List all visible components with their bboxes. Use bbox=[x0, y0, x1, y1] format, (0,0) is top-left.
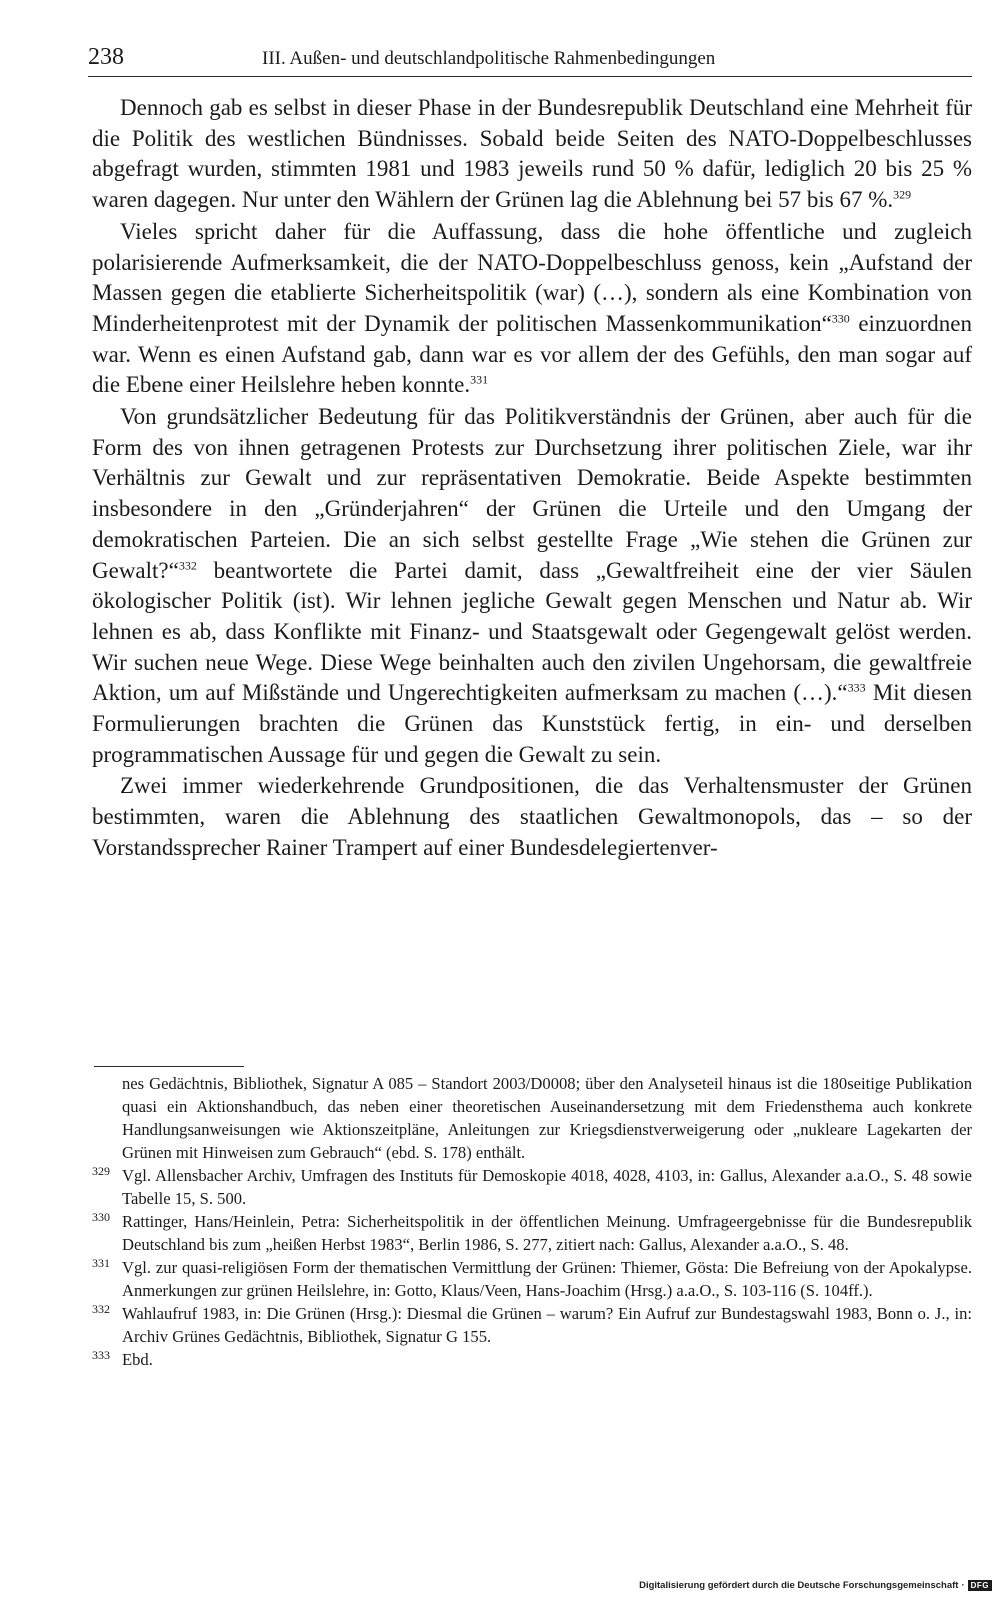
footnotes bbox=[92, 1072, 972, 1371]
dfg-logo-icon: DFG bbox=[968, 1580, 992, 1591]
footnote-332 bbox=[92, 1302, 972, 1348]
paragraph-4 bbox=[92, 771, 972, 863]
footnote-text: Vgl. zur quasi-religiösen Form der thematischen Vermittlung der Grünen: Thiemer, Gösta: Die Befreiung von der Apokalypse. Anmerkungen zur grünen Heilslehre, in: Gotto, Klaus/Veen, Hans-Joachim (Hrsg.) a.a.O., S. 103-116 (S. 104ff.). bbox=[122, 1258, 972, 1300]
footnote-divider bbox=[94, 1066, 244, 1067]
footnote-330 bbox=[92, 1210, 972, 1256]
credit-separator: · bbox=[961, 1580, 965, 1591]
footnote-ref-331: 331 bbox=[470, 372, 489, 387]
footnote-number: 333 bbox=[92, 1348, 110, 1362]
footnote-331 bbox=[92, 1256, 972, 1302]
footnote-ref-332: 332 bbox=[178, 557, 197, 572]
paragraph-text: beantwortete die Partei damit, dass „Gewaltfreiheit eine der vier Säulen ökologischer Politik (ist). Wir lehnen jegliche Gewalt gegen Menschen und Natur ab. Wir lehnen es ab, dass Konflikte mit Finanz- und Staatsgewalt oder Gegengewalt gelöst werden. Wir suchen neue Wege. Diese Wege beinhalten auch den zivilen Ungehorsam, die gewaltfreie Aktion, um auf Mißstände und Ungerechtigkeiten aufmerksam zu machen (…).“ bbox=[92, 557, 972, 706]
footnote-ref-330: 330 bbox=[831, 311, 850, 326]
paragraph-2 bbox=[92, 217, 972, 401]
paragraph-text: Zwei immer wiederkehrende Grundpositionen, die das Verhaltensmuster der Grünen bestimmten, waren die Ablehnung des staatlichen Gewaltmonopols, das – so der Vorstandssprecher Rainer Trampert auf einer Bundesdelegiertenver- bbox=[92, 773, 972, 860]
footnote-number: 331 bbox=[92, 1256, 110, 1270]
footnote-333 bbox=[92, 1348, 972, 1371]
footnote-number: 329 bbox=[92, 1164, 110, 1178]
footnote-text: Wahlaufruf 1983, in: Die Grünen (Hrsg.): Diesmal die Grünen – warum? Ein Aufruf zur Bundestagswahl 1983, Bonn o. J., in: Archiv Grünes Gedächtnis, Bibliothek, Signatur G 155. bbox=[122, 1304, 972, 1346]
paragraph-text: Mit diesen Formulierungen brachten die Grünen das Kunststück fertig, in ein- und derselben programmatischen Aussage für und gegen die Gewalt zu sein. bbox=[92, 680, 973, 767]
paragraph-1 bbox=[92, 93, 972, 216]
paragraph-text: Vieles spricht daher für die Auffassung, dass die hohe öffentliche und zugleich polarisierende Aufmerksamkeit, die der NATO-Doppelbeschluss genoss, kein „Aufstand der Massen gegen die etablierte Sicherheitspolitik (war) (…), sondern als eine Kombination von Minderheitenprotest mit der Dynamik der politischen Massenkommunikation“ bbox=[92, 218, 972, 336]
footnote-text: nes Gedächtnis, Bibliothek, Signatur A 085 – Standort 2003/D0008; über den Analyseteil hinaus ist die 180seitige Publikation quasi ein Aktionshandbuch, das neben einer theoretischen Auseinandersetzung mit dem Friedensthema auch konkrete Handlungsanweisungen wie Aktionszeitpläne, Anleitungen zur Kriegsdienstverweigerung oder „nukleare Lagekarten der Grünen mit Hinweisen zum Gebrauch“ (ebd. S. 178) enthält. bbox=[122, 1074, 972, 1162]
running-title: III. Außen- und deutschlandpolitische Rahmenbedingungen bbox=[262, 48, 716, 69]
page-header bbox=[88, 42, 972, 77]
paragraph-text: Von grundsätzlicher Bedeutung für das Politikverständnis der Grünen, aber auch für die Form des von ihnen getragenen Protests zur Durchsetzung ihrer politischen Ziele, war ihr Verhältnis zur Gewalt und zur repräsentativen Demokratie. Beide Aspekte bestimmten insbesondere in den „Gründerjahren“ der Grünen die Urteile und den Umgang der demokratischen Parteien. Die an sich selbst gestellte Frage „Wie stehen die Grünen zur Gewalt?“ bbox=[92, 404, 972, 583]
footnote-continuation bbox=[92, 1072, 972, 1164]
footnote-text: Ebd. bbox=[122, 1350, 153, 1369]
footnote-329 bbox=[92, 1164, 972, 1210]
credit-text: Digitalisierung gefördert durch die Deutsche Forschungsgemeinschaft bbox=[639, 1580, 959, 1591]
paragraph-text: Dennoch gab es selbst in dieser Phase in der Bundesrepublik Deutschland eine Mehrheit für die Politik des westlichen Bündnisses. Sobald beide Seiten des NATO-Doppelbeschlusses abgefragt wurden, stimmten 1981 und 1983 jeweils rund 50 % dafür, lediglich 20 bis 25 % waren dagegen. Nur unter den Wählern der Grünen lag die Ablehnung bei 57 bis 67 %. bbox=[92, 95, 972, 213]
digitization-credit bbox=[639, 1580, 992, 1591]
footnote-text: Vgl. Allensbacher Archiv, Umfragen des Instituts für Demoskopie 4018, 4028, 4103, in: Gallus, Alexander a.a.O., S. 48 sowie Tabelle 15, S. 500. bbox=[122, 1166, 972, 1208]
footnote-number: 332 bbox=[92, 1302, 110, 1316]
page-number: 238 bbox=[88, 44, 124, 70]
footnote-number: 330 bbox=[92, 1210, 110, 1224]
footnote-text: Rattinger, Hans/Heinlein, Petra: Sicherheitspolitik in der öffentlichen Meinung. Umfrageergebnisse für die Bundesrepublik Deutschland bis zum „heißen Herbst 1983“, Berlin 1986, S. 277, zitiert nach: Gallus, Alexander a.a.O., S. 48. bbox=[122, 1212, 972, 1254]
paragraph-text: einzuordnen war. Wenn es einen Aufstand gab, dann war es vor allem der des Gefühls, den man sogar auf die Ebene einer Heilslehre heben konnte. bbox=[92, 310, 972, 398]
footnote-ref-329: 329 bbox=[893, 187, 912, 202]
footnote-ref-333: 333 bbox=[847, 680, 866, 695]
main-text bbox=[92, 93, 972, 864]
paragraph-3 bbox=[92, 402, 972, 770]
